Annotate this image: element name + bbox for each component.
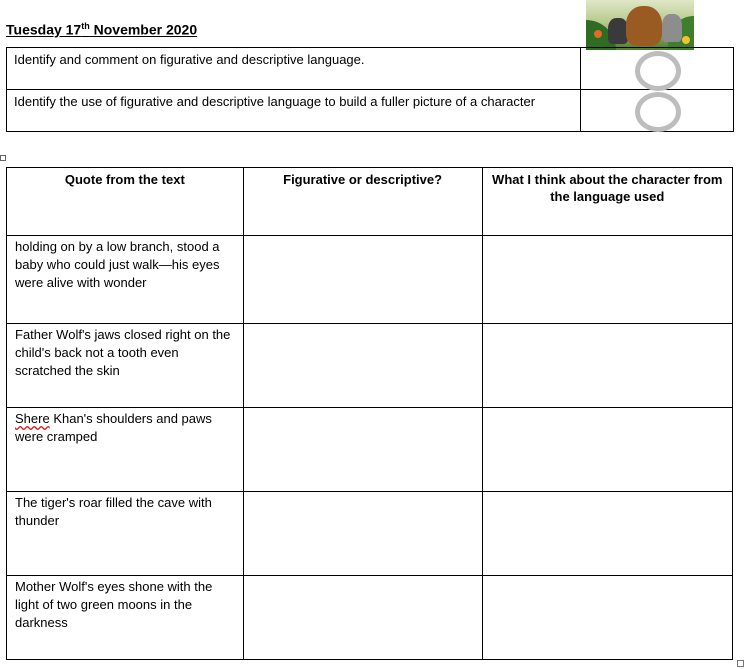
quote-text: Khan's shoulders and paws were cramped: [15, 411, 212, 444]
table-row: [7, 236, 733, 324]
self-assessment-cell[interactable]: [580, 48, 733, 90]
table-resize-handle[interactable]: [737, 660, 744, 667]
quote-cell: Mother Wolf's eyes shone with the light of two green moons in the darkness: [7, 576, 244, 660]
column-header-type: Figurative or descriptive?: [243, 168, 482, 236]
table-header-row: [7, 168, 733, 236]
wolf-figure-grey: [662, 14, 682, 42]
self-assessment-cell[interactable]: [580, 90, 733, 132]
type-cell[interactable]: [243, 236, 482, 324]
thoughts-cell[interactable]: [482, 408, 732, 492]
table-row: [7, 492, 733, 576]
date-ordinal: th: [81, 21, 90, 31]
objective-row: [7, 90, 734, 132]
column-header-thoughts: What I think about the character from the language used: [482, 168, 732, 236]
thoughts-cell[interactable]: [482, 576, 732, 660]
objective-text: Identify the use of figurative and descriptive language to build a fuller picture of a character: [7, 90, 581, 132]
table-row: [7, 576, 733, 660]
circle-icon: [635, 92, 681, 132]
type-cell[interactable]: [243, 492, 482, 576]
table-row: [7, 408, 733, 492]
quote-cell: holding on by a low branch, stood a baby who could just walk—his eyes were alive with wonder: [7, 236, 244, 324]
thoughts-cell[interactable]: [482, 236, 732, 324]
type-cell[interactable]: [243, 324, 482, 408]
thoughts-cell[interactable]: [482, 492, 732, 576]
date-month-year: November 2020: [89, 21, 198, 38]
date-day: Tuesday 17: [6, 21, 82, 38]
book-cover-image: [586, 0, 694, 50]
learning-objectives-table: [6, 47, 734, 132]
language-analysis-table: [6, 167, 733, 660]
lesson-date: [6, 21, 197, 38]
type-cell[interactable]: [243, 576, 482, 660]
thoughts-cell[interactable]: [482, 324, 732, 408]
quote-cell: The tiger's roar filled the cave with thunder: [7, 492, 244, 576]
misspelled-word[interactable]: Shere: [15, 411, 50, 426]
objective-text: Identify and comment on figurative and descriptive language.: [7, 48, 581, 90]
table-row: [7, 324, 733, 408]
bear-figure: [626, 6, 662, 46]
table-move-handle[interactable]: [0, 155, 6, 161]
column-header-quote: Quote from the text: [7, 168, 244, 236]
quote-cell: [7, 408, 244, 492]
wolf-figure: [608, 18, 628, 44]
quote-cell: Father Wolf's jaws closed right on the child's back not a tooth even scratched the skin: [7, 324, 244, 408]
circle-icon: [635, 51, 681, 91]
objective-row: [7, 48, 734, 90]
type-cell[interactable]: [243, 408, 482, 492]
